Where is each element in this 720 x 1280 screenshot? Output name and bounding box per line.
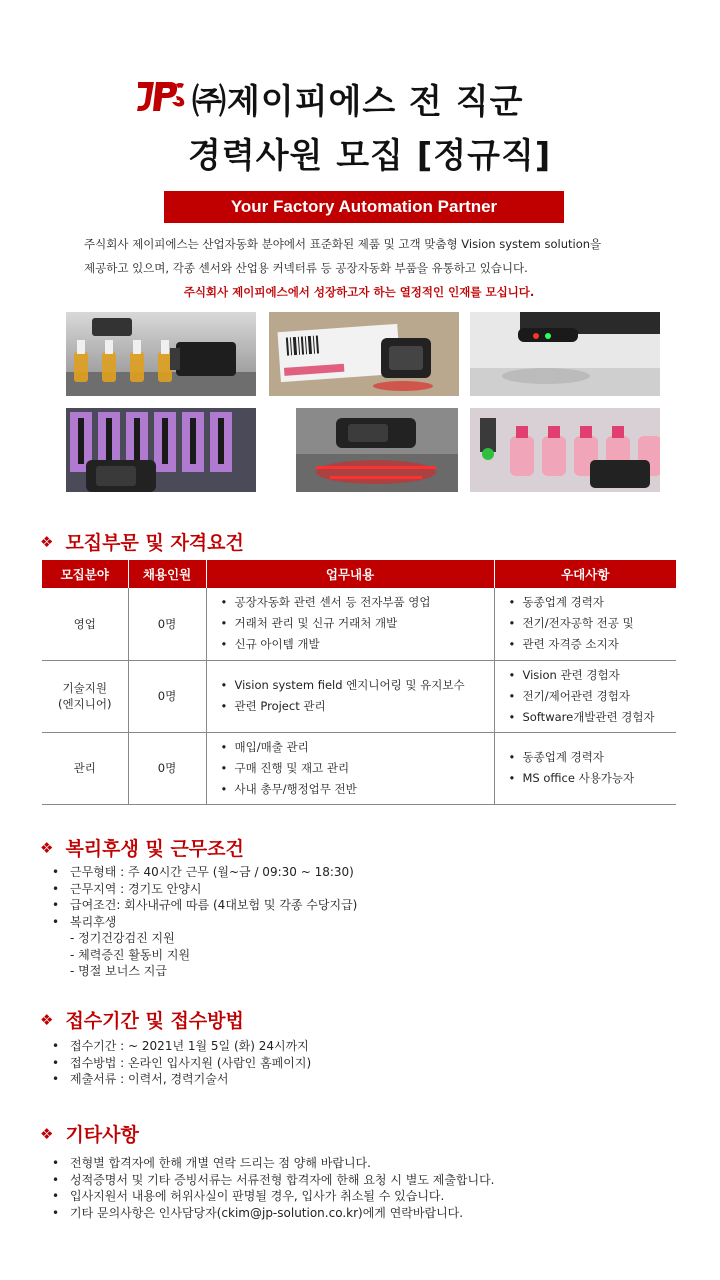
section-title-apply: ❖ 접수기간 및 접수방법: [40, 1010, 244, 1032]
list-item: • 공장자동화 관련 센서 등 전자부품 영업: [221, 592, 494, 613]
section-title-welfare: ❖ 복리후생 및 근무조건: [40, 838, 244, 860]
table-header-count: 채용인원: [128, 560, 206, 588]
header: [0, 72, 720, 176]
table-cell-field: 관리: [42, 732, 128, 804]
list-item: • 거래처 관리 및 신규 거래처 개발: [221, 613, 494, 634]
list-item: • 관련 자격증 소지자: [509, 634, 677, 655]
table-cell-count: 0명: [128, 660, 206, 732]
welfare-subitem: - 정기건강검진 지원: [70, 931, 175, 945]
page-title-line2: 경력사원 모집 [정규직]: [188, 136, 552, 176]
table-row: [42, 660, 676, 732]
section-title-etc: ❖ 기타사항: [40, 1124, 139, 1146]
list-item: • 기타 문의사항은 인사담당자(ckim@jp-solution.co.kr)에게 연락바랍니다.: [52, 1205, 495, 1222]
list-item: • 입사지원서 내용에 허위사실이 판명될 경우, 입사가 취소될 수 있습니다.: [52, 1188, 495, 1205]
table-header-field: 모집분야: [42, 560, 128, 588]
list-item: • 동종업계 경력자: [509, 747, 677, 768]
list-item: • 제출서류 : 이력서, 경력기술서: [52, 1071, 311, 1088]
list-item: • Software개발관련 경험자: [509, 707, 677, 728]
welfare-list: [52, 864, 357, 980]
etc-list: [52, 1155, 495, 1221]
photo-laser-scanner: [296, 408, 458, 492]
table-cell-duties: [206, 588, 494, 660]
apply-list: [52, 1038, 311, 1088]
table-cell-prefs: [494, 732, 676, 804]
tagline-banner: Your Factory Automation Partner: [164, 191, 564, 223]
list-item: • 사내 총무/행정업무 전반: [221, 779, 494, 800]
list-item: • 전기/제어관련 경험자: [509, 686, 677, 707]
list-item: • 매입/매출 관리: [221, 737, 494, 758]
table-cell-duties: [206, 732, 494, 804]
list-item: • 구매 진행 및 재고 관리: [221, 758, 494, 779]
intro-line2: 제공하고 있으며, 각종 센서와 산업용 커넥터류 등 공장자동화 부품을 유통하고 있습니다.: [84, 261, 528, 275]
table-header-duties: 업무내용: [206, 560, 494, 588]
list-item: • 근무형태 : 주 40시간 근무 (월~금 / 09:30 ~ 18:30): [52, 864, 357, 881]
list-item: • 급여조건: 회사내규에 따름 (4대보험 및 각종 수당지급): [52, 897, 357, 914]
welfare-subitem: - 체력증진 활동비 지원: [70, 947, 191, 962]
table-header-row: [42, 560, 676, 588]
list-item: • 전기/전자공학 전공 및: [509, 613, 677, 634]
page-title-line1: ㈜제이피에스 전 직군: [192, 82, 524, 122]
section-title-recruit: ❖ 모집부문 및 자격요건: [40, 532, 244, 554]
photo-pink-bottles: [470, 408, 660, 492]
jps-logo: [136, 78, 186, 114]
list-item: • 동종업계 경력자: [509, 592, 677, 613]
photo-bottle-inspection: [66, 312, 256, 396]
table-row: [42, 732, 676, 804]
list-item: • 복리후생: [52, 914, 357, 931]
photo-barcode-reader: [269, 312, 459, 396]
requirements-table: [42, 560, 676, 805]
list-item: • 관련 Project 관리: [221, 696, 494, 717]
photo-purple-labels: [66, 408, 256, 492]
table-cell-count: 0명: [128, 732, 206, 804]
list-item: • 전형별 합격자에 한해 개별 연락 드리는 점 양해 바랍니다.: [52, 1155, 495, 1172]
product-photo-grid: [66, 312, 662, 494]
list-item: • 근무지역 : 경기도 안양시: [52, 881, 357, 898]
table-cell-duties: [206, 660, 494, 732]
table-cell-count: 0명: [128, 588, 206, 660]
list-item: • 신규 아이템 개발: [221, 634, 494, 655]
diamond-bullet-icon: ❖: [40, 1011, 54, 1029]
list-item: • 성적증명서 및 기타 증빙서류는 서류전형 합격자에 한해 요청 시 별도 제출합니다.: [52, 1172, 495, 1189]
table-cell-field: 기술지원 (엔지니어): [42, 660, 128, 732]
list-item: • 접수기간 : ~ 2021년 1월 5일 (화) 24시까지: [52, 1038, 311, 1055]
list-item: • 접수방법 : 온라인 입사지원 (사람인 홈페이지): [52, 1055, 311, 1072]
intro-highlight: 주식회사 제이피에스에서 성장하고자 하는 열정적인 인재를 모십니다.: [183, 285, 535, 299]
list-item: • MS office 사용가능자: [509, 768, 677, 789]
intro-line1: 주식회사 제이피에스는 산업자동화 분야에서 표준화된 제품 및 고객 맞춤형 Vision system solution을: [84, 237, 602, 251]
diamond-bullet-icon: ❖: [40, 1125, 54, 1143]
table-cell-prefs: [494, 588, 676, 660]
table-row: [42, 588, 676, 660]
diamond-bullet-icon: ❖: [40, 533, 54, 551]
intro-text: [84, 232, 664, 304]
photo-overhead-sensor: [470, 312, 660, 396]
table-cell-prefs: [494, 660, 676, 732]
table-header-prefs: 우대사항: [494, 560, 676, 588]
welfare-subitem: - 명절 보너스 지급: [70, 964, 167, 978]
list-item: • Vision 관련 경험자: [509, 665, 677, 686]
diamond-bullet-icon: ❖: [40, 839, 54, 857]
list-item: • Vision system field 엔지니어링 및 유지보수: [221, 675, 494, 696]
table-cell-field: 영업: [42, 588, 128, 660]
